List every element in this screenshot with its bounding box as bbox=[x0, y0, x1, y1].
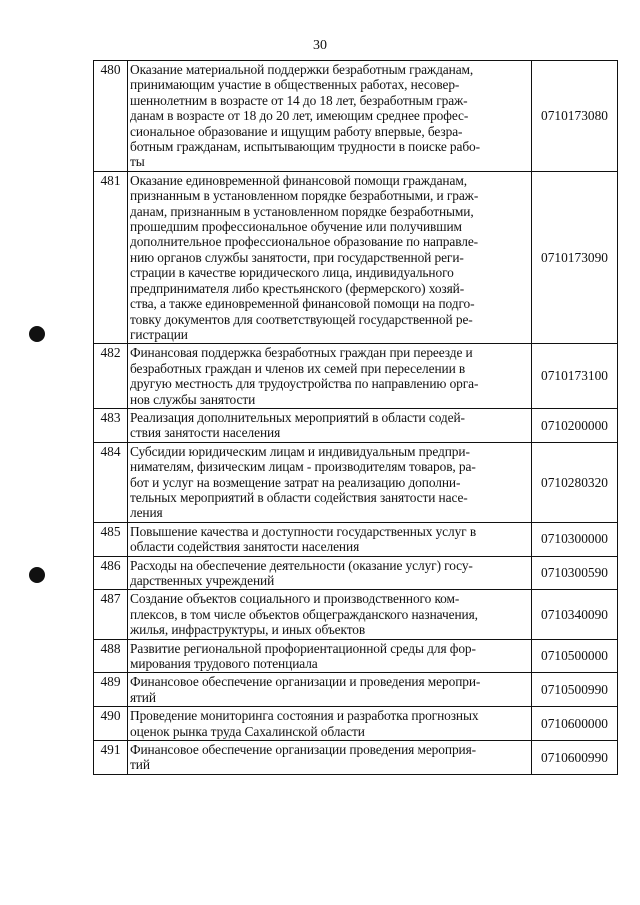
row-code: 0710200000 bbox=[532, 408, 618, 442]
budget-codes-table bbox=[93, 60, 618, 775]
row-number: 490 bbox=[94, 707, 128, 741]
table-row bbox=[94, 171, 618, 343]
row-code: 0710500000 bbox=[532, 639, 618, 673]
row-number: 485 bbox=[94, 522, 128, 556]
row-code: 0710173090 bbox=[532, 171, 618, 343]
row-description: Проведение мониторинга состояния и разработка прогнозных оценок рынка труда Сахалинской области bbox=[128, 707, 532, 741]
row-description: Финансовое обеспечение организации проведения мероприя- тий bbox=[128, 741, 532, 775]
row-number: 487 bbox=[94, 590, 128, 639]
punch-hole bbox=[29, 326, 45, 342]
row-description: Оказание единовременной финансовой помощи гражданам, признанным в установленном порядке безработными, и граж- данам, признанным в установленном порядке безработными, прошедшим профессиональное обучение или получившим дополнительное профессиональное образование по направле- нию органов службы занятости, при государственной реги- страции в качестве юридического лица, индивидуального предпринимателя либо крестьянского (фермерского) хозяй- ства, а также единовременной финансовой помощи на подго- товку документов для соответствующей государственной ре- гистрации bbox=[128, 171, 532, 343]
row-description: Субсидии юридическим лицам и индивидуальным предпри- нимателям, физическим лицам - производителям товаров, ра- бот и услуг на возмещение затрат на реализацию дополни- тельных мероприятий в области содействия занятости насе- ления bbox=[128, 442, 532, 522]
row-number: 484 bbox=[94, 442, 128, 522]
row-description: Повышение качества и доступности государственных услуг в области содействия занятости населения bbox=[128, 522, 532, 556]
row-code: 0710280320 bbox=[532, 442, 618, 522]
row-number: 489 bbox=[94, 673, 128, 707]
table-row bbox=[94, 556, 618, 590]
row-description: Оказание материальной поддержки безработным гражданам, принимающим участие в общественных работах, несовер- шеннолетним в возрасте от 14 до 18 лет, безработным граж- данам в возрасте от 18 до 20 лет, имеющим среднее профес- сиональное образование и ищущим работу впервые, безра- ботным гражданам, испытывающим трудности в поиске рабо- ты bbox=[128, 61, 532, 172]
row-code: 0710600990 bbox=[532, 741, 618, 775]
row-number: 482 bbox=[94, 344, 128, 409]
row-description: Финансовая поддержка безработных граждан при переезде и безработных граждан и членов их семей при переселении в другую местность для трудоустройства по направлению орга- нов службы занятости bbox=[128, 344, 532, 409]
row-code: 0710500990 bbox=[532, 673, 618, 707]
table-row bbox=[94, 590, 618, 639]
punch-hole bbox=[29, 567, 45, 583]
row-description: Создание объектов социального и производственного ком- плексов, в том числе объектов общегражданского назначения, жилья, инфраструктуры, и иных объектов bbox=[128, 590, 532, 639]
table-row bbox=[94, 741, 618, 775]
row-number: 488 bbox=[94, 639, 128, 673]
row-number: 483 bbox=[94, 408, 128, 442]
row-code: 0710300000 bbox=[532, 522, 618, 556]
row-description: Реализация дополнительных мероприятий в области содей- ствия занятости населения bbox=[128, 408, 532, 442]
row-code: 0710300590 bbox=[532, 556, 618, 590]
row-description: Финансовое обеспечение организации и проведения меропри- ятий bbox=[128, 673, 532, 707]
table-row bbox=[94, 61, 618, 172]
row-number: 486 bbox=[94, 556, 128, 590]
row-code: 0710173100 bbox=[532, 344, 618, 409]
table-row bbox=[94, 707, 618, 741]
table-row bbox=[94, 442, 618, 522]
table-row bbox=[94, 639, 618, 673]
table-row bbox=[94, 408, 618, 442]
row-number: 480 bbox=[94, 61, 128, 172]
row-code: 0710340090 bbox=[532, 590, 618, 639]
row-number: 481 bbox=[94, 171, 128, 343]
row-number: 491 bbox=[94, 741, 128, 775]
row-code: 0710600000 bbox=[532, 707, 618, 741]
row-description: Расходы на обеспечение деятельности (оказание услуг) госу- дарственных учреждений bbox=[128, 556, 532, 590]
table-row bbox=[94, 344, 618, 409]
row-description: Развитие региональной профориентационной среды для фор- мирования трудового потенциала bbox=[128, 639, 532, 673]
page-number: 30 bbox=[313, 38, 327, 53]
table-row bbox=[94, 673, 618, 707]
row-code: 0710173080 bbox=[532, 61, 618, 172]
table-row bbox=[94, 522, 618, 556]
